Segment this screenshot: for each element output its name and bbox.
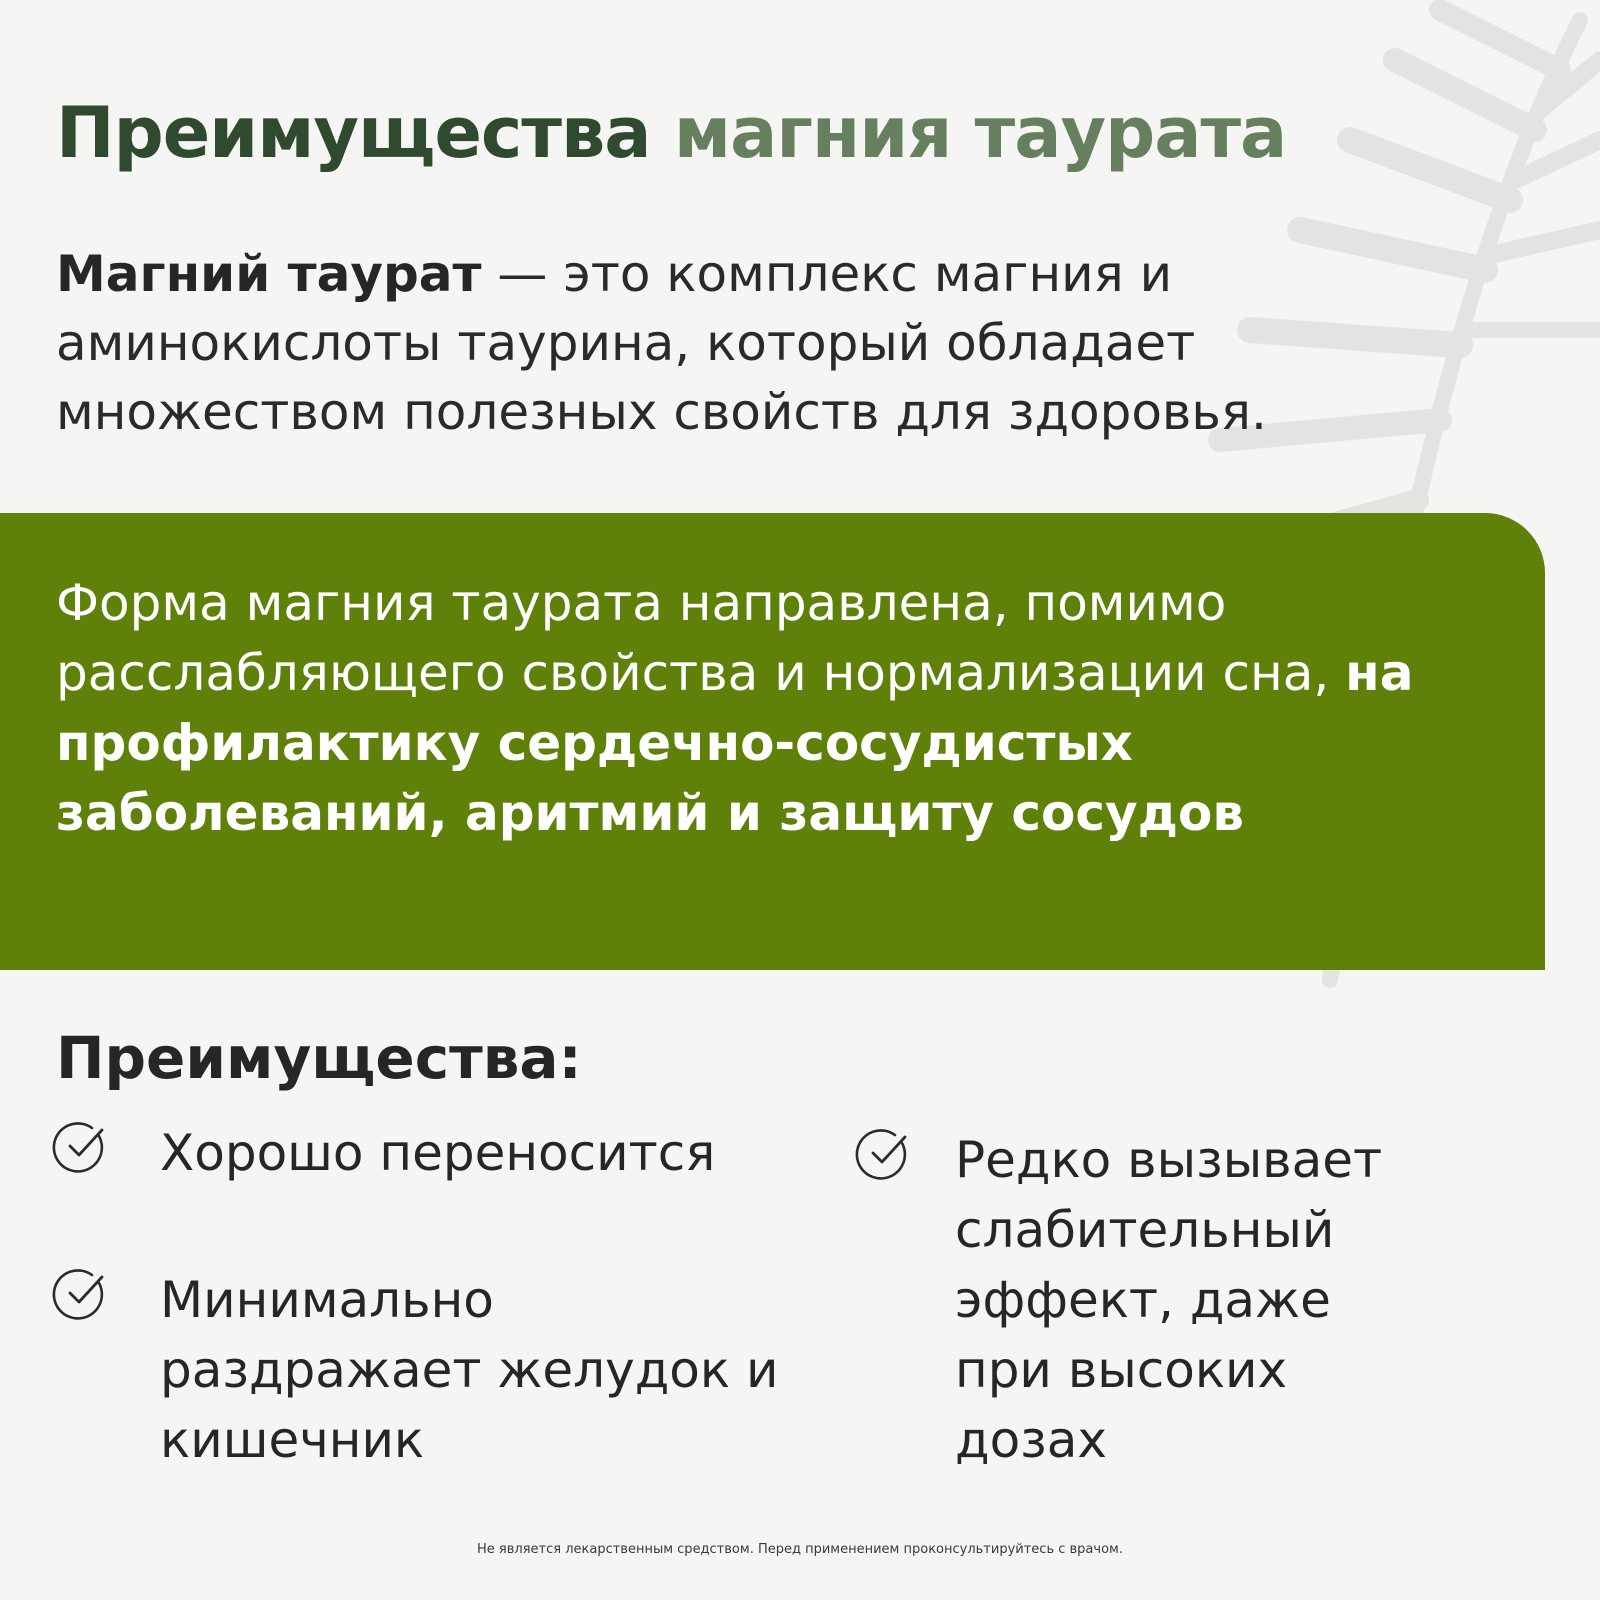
advantages-heading: Преимущества: [56,1024,582,1092]
disclaimer: Не является лекарственным средством. Перед применением проконсультируйтесь с врачом. [477,1542,1123,1557]
intro-paragraph [56,240,1376,447]
highlight-bold: на профилактику сердечно-сосудистых заболеваний, аритмий и защиту сосудов [56,644,1414,842]
advantage-text: Минимально раздражает желудок и кишечник [160,1271,779,1469]
check-circle-icon [52,1118,110,1176]
title-part-light: магния таурата [673,92,1287,174]
check-circle-icon [52,1265,110,1323]
intro-rest: — это комплекс магния и аминокислоты таурина, который обладает множеством полезных свойств для здоровья. [56,245,1267,441]
highlight-regular: Форма магния таурата направлена, помимо расслабляющего свойства и нормализации сна, [56,574,1346,702]
page-title [56,88,1286,178]
advantage-text: Хорошо переносится [160,1124,716,1182]
advantage-text: Редко вызывает слабительный эффект, даже при высоких дозах [955,1131,1383,1469]
highlight-text [56,568,1476,848]
check-circle-icon [855,1125,913,1183]
title-part-dark: Преимущества [56,92,651,174]
intro-bold: Магний таурат [56,245,482,303]
